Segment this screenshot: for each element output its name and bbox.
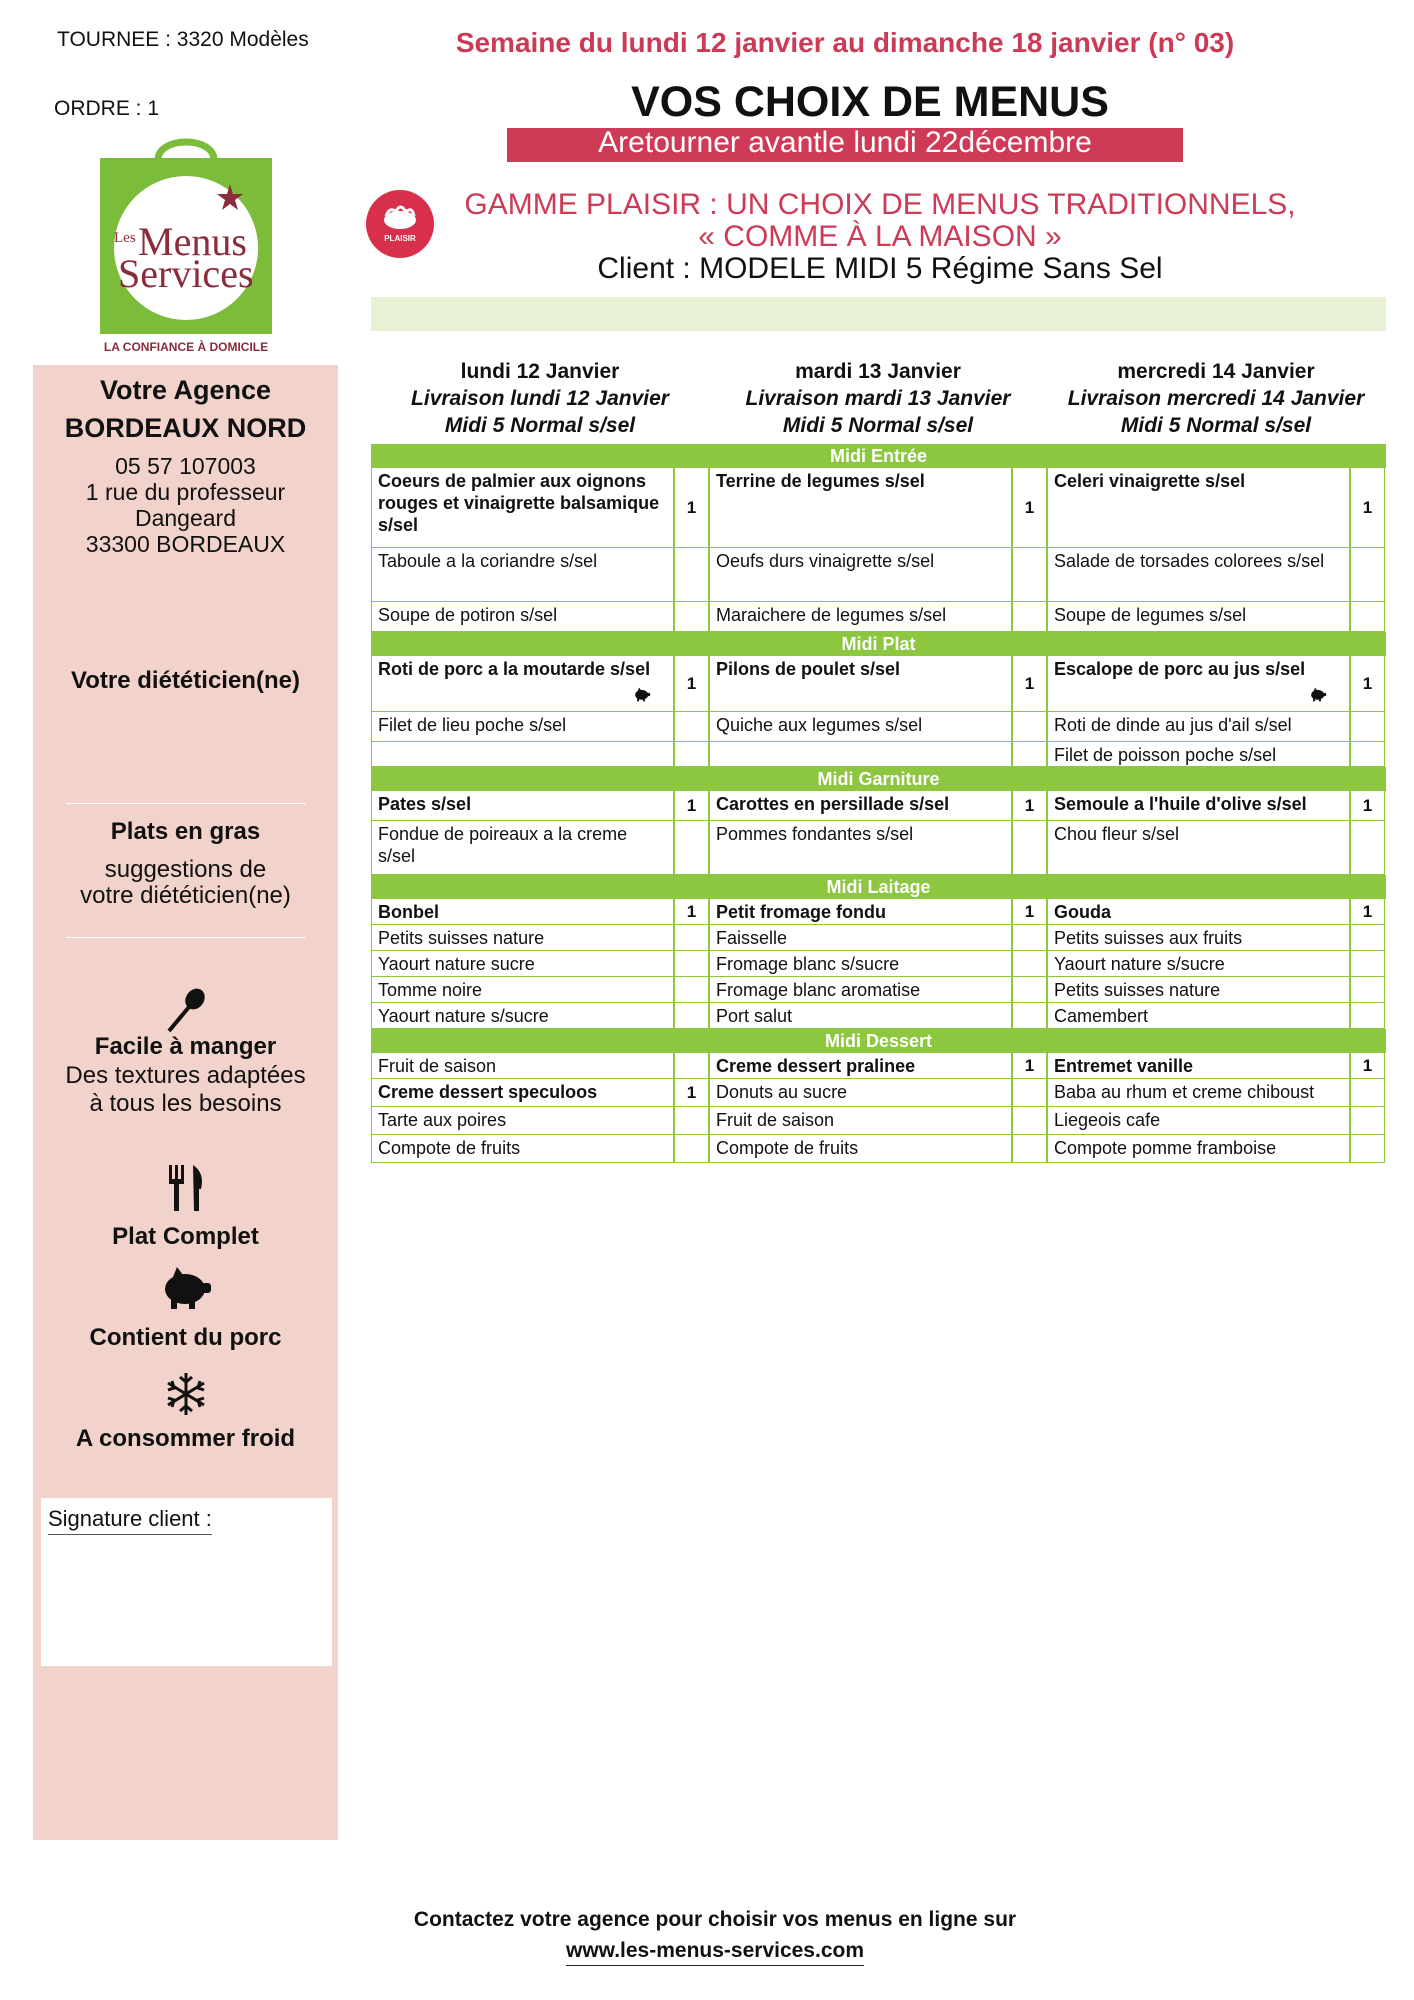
quantity-cell[interactable] [674,712,709,742]
menu-item[interactable] [371,742,674,767]
menu-item[interactable] [1047,1135,1350,1163]
page-title: VOS CHOIX DE MENUS [631,78,1109,126]
quantity-cell[interactable] [1350,1003,1385,1029]
quantity-cell[interactable]: 1 [1350,656,1385,712]
menu-item[interactable] [1047,1107,1350,1135]
section-header: Midi Garniture [371,767,1386,791]
menu-item-label: Soupe de legumes s/sel [1054,605,1247,625]
quantity-cell[interactable] [674,602,709,632]
quantity-cell[interactable]: 1 [1350,1053,1385,1079]
menu-item-label: Camembert [1054,1006,1149,1026]
section-header: Midi Laitage [371,875,1386,899]
menu-item-label: Salade de torsades colorees s/sel [1054,551,1325,571]
quantity-cell[interactable] [1350,1107,1385,1135]
signature-label: Signature client : [48,1506,212,1535]
logo-services-text: Services [118,251,254,296]
website-link[interactable]: www.les-menus-services.com [566,1939,864,1966]
day-delivery: Livraison mercredi 14 Janvier [1067,387,1365,410]
quantity-cell[interactable] [1350,977,1385,1003]
menu-item-label: Entremet vanille [1054,1056,1194,1076]
menu-item[interactable] [1047,742,1350,767]
pork-label: Contient du porc [89,1324,282,1351]
quantity-cell[interactable] [1012,1135,1047,1163]
menu-item-label: Roti de dinde au jus d'ail s/sel [1054,715,1292,735]
menu-item[interactable] [1047,468,1350,548]
quantity-cell[interactable] [674,1053,709,1079]
quantity-cell[interactable] [1012,602,1047,632]
menu-item-label: Coeurs de palmier aux oignons rouges et vinaigrette balsamique s/sel [378,471,660,535]
menu-item-label: Fondue de poireaux a la creme s/sel [378,824,628,866]
agency-phone: 05 57 107003 [115,453,256,479]
menu-item-label: Compote de fruits [716,1138,859,1158]
quantity-cell[interactable] [1012,1079,1047,1107]
day-title: lundi 12 Janvier [460,360,620,383]
menu-item-label: Petit fromage fondu [716,902,886,922]
menu-item[interactable] [371,1053,674,1079]
menu-item[interactable] [709,656,1012,712]
tournee-label: TOURNEE : 3320 Modèles [57,28,309,51]
snowflake-icon [163,1371,209,1422]
menu-item-label: Tomme noire [378,980,483,1000]
day-menu: Midi 5 Normal s/sel [444,414,636,437]
quantity-cell[interactable] [1012,925,1047,951]
menu-item-label: Faisselle [716,928,788,948]
return-deadline-banner: Aretourner avantle lundi 22décembre [507,128,1183,162]
menu-item[interactable] [1047,712,1350,742]
menu-item-label: Port salut [716,1006,793,1026]
menu-item-label: Fromage blanc aromatise [716,980,921,1000]
menu-item[interactable] [371,899,674,925]
quantity-cell[interactable]: 1 [674,791,709,821]
menu-item[interactable] [1047,548,1350,602]
quantity-cell[interactable]: 1 [1012,899,1047,925]
menu-item[interactable] [709,977,1012,1003]
menu-item[interactable] [371,1079,674,1107]
logo-les-text: Les [114,230,136,246]
menu-item[interactable] [371,1135,674,1163]
quantity-cell[interactable] [1350,1135,1385,1163]
menu-item[interactable] [1047,899,1350,925]
menu-item[interactable] [709,468,1012,548]
menu-item-label: Maraichere de legumes s/sel [716,605,947,625]
ordre-label: ORDRE : 1 [54,97,160,120]
fork-knife-icon [163,1163,209,1218]
quantity-cell[interactable] [1012,742,1047,767]
easy-eat-line-1: Des textures adaptées [65,1062,306,1089]
menu-item-label: Yaourt nature sucre [378,954,535,974]
quantity-cell[interactable]: 1 [1350,899,1385,925]
quantity-cell[interactable] [1350,925,1385,951]
menu-item-label: Yaourt nature s/sucre [378,1006,549,1026]
quantity-cell[interactable] [674,548,709,602]
menu-item[interactable] [371,656,674,712]
menu-item[interactable] [1047,1003,1350,1029]
quantity-cell[interactable] [1350,821,1385,875]
day-header [709,358,1047,439]
easy-eat-label: Facile à manger [94,1033,277,1060]
menu-item[interactable] [709,1053,1012,1079]
menu-item-label: Celeri vinaigrette s/sel [1054,471,1246,491]
menu-item[interactable] [371,977,674,1003]
menu-item[interactable] [709,925,1012,951]
menu-item[interactable] [709,821,1012,875]
menus-services-logo [100,132,272,356]
week-title: Semaine du lundi 12 janvier au dimanche 18 janvier (n° 03) [455,27,1235,58]
day-header [1047,358,1385,439]
menu-item[interactable] [1047,821,1350,875]
menu-item[interactable] [371,925,674,951]
menu-item-label: Yaourt nature s/sucre [1054,954,1225,974]
day-header [371,358,709,439]
menu-item-label: Escalope de porc au jus s/sel [1054,659,1306,679]
menu-item[interactable] [709,1079,1012,1107]
quantity-cell[interactable]: 1 [674,899,709,925]
menu-item-label: Soupe de potiron s/sel [378,605,558,625]
menu-item-label: Pommes fondantes s/sel [716,824,914,844]
pig-icon [633,685,651,707]
quantity-cell[interactable] [1350,712,1385,742]
plaisir-badge-icon [364,188,436,260]
menu-item-label: Semoule a l'huile d'olive s/sel [1054,794,1307,814]
menu-item[interactable] [371,821,674,875]
quantity-cell[interactable]: 1 [1350,791,1385,821]
day-title: mercredi 14 Janvier [1117,360,1315,383]
green-band [371,297,1386,331]
quantity-cell[interactable] [1350,602,1385,632]
menu-item-label: Roti de porc a la moutarde s/sel [378,659,651,679]
easy-eat-line-2: à tous les besoins [89,1090,282,1117]
menu-item-label: Filet de lieu poche s/sel [378,715,567,735]
menu-item-label: Creme dessert speculoos [378,1082,598,1102]
logo-menus-text: Menus [138,219,247,264]
quantity-cell[interactable] [1012,1003,1047,1029]
menu-item-label: Fruit de saison [378,1056,497,1076]
quantity-cell[interactable]: 1 [674,1079,709,1107]
bold-dishes-label: Plats en gras [110,818,261,845]
menu-item-label: Taboule a la coriandre s/sel [378,551,598,571]
footer-contact: Contactez votre agence pour choisir vos menus en ligne sur [413,1908,1017,1931]
menu-item-label: Quiche aux legumes s/sel [716,715,923,735]
menu-item-label: Fruit de saison [716,1110,835,1130]
sidebar [33,365,338,1840]
section-header: Midi Entrée [371,444,1386,468]
dietitian-label: Votre diététicien(ne) [71,667,300,694]
section-header: Midi Dessert [371,1029,1386,1053]
quantity-cell[interactable] [1350,951,1385,977]
complete-dish-label: Plat Complet [112,1223,259,1250]
quantity-cell[interactable] [1350,548,1385,602]
quantity-cell[interactable] [1350,742,1385,767]
menu-item[interactable] [1047,925,1350,951]
menu-item[interactable] [709,951,1012,977]
agency-name: BORDEAUX NORD [64,413,307,443]
menu-item[interactable] [371,712,674,742]
menu-item[interactable] [371,468,674,548]
separator [66,803,306,804]
menu-item[interactable] [371,548,674,602]
menu-item[interactable] [371,602,674,632]
menu-item-label: Gouda [1054,902,1111,922]
menu-item[interactable] [371,1107,674,1135]
menu-item-label: Compote de fruits [378,1138,521,1158]
menu-item[interactable] [1047,656,1350,712]
client-name: Client : MODELE MIDI 5 Régime Sans Sel [597,252,1163,285]
menu-item-label: Filet de poisson poche s/sel [1054,745,1277,765]
day-delivery: Livraison lundi 12 Janvier [411,387,669,410]
quantity-cell[interactable] [1350,1079,1385,1107]
menu-item-label: Tarte aux poires [378,1110,507,1130]
menu-item[interactable] [709,791,1012,821]
quantity-cell[interactable]: 1 [1012,791,1047,821]
menu-item-label: Compote pomme framboise [1054,1138,1277,1158]
quantity-cell[interactable]: 1 [674,656,709,712]
quantity-cell[interactable] [674,742,709,767]
quantity-cell[interactable] [1012,712,1047,742]
day-title: mardi 13 Janvier [795,360,961,383]
agency-address-2: Dangeard [134,505,237,531]
menu-item[interactable] [709,1107,1012,1135]
quantity-cell[interactable]: 1 [674,468,709,548]
menu-item[interactable] [709,602,1012,632]
menu-item-label: Fromage blanc s/sucre [716,954,900,974]
quantity-cell[interactable]: 1 [1012,1053,1047,1079]
suggestions-line-1: suggestions de [104,856,267,883]
menu-item[interactable] [371,951,674,977]
quantity-cell[interactable] [1012,951,1047,977]
menu-item[interactable] [1047,602,1350,632]
menu-item-label: Petits suisses nature [378,928,545,948]
menu-item-label: Pates s/sel [378,794,472,814]
menu-item-label: Terrine de legumes s/sel [716,471,925,491]
menu-item-label: Baba au rhum et creme chiboust [1054,1082,1315,1102]
menu-item[interactable] [1047,951,1350,977]
quantity-cell[interactable] [674,1135,709,1163]
menu-item-label: Liegeois cafe [1054,1110,1161,1130]
menu-item[interactable] [1047,977,1350,1003]
menu-item-label: Chou fleur s/sel [1054,824,1180,844]
menu-item[interactable] [371,791,674,821]
menu-item[interactable] [1047,1053,1350,1079]
agency-address-3: 33300 BORDEAUX [85,531,286,557]
menu-item[interactable] [1047,791,1350,821]
quantity-cell[interactable] [1012,977,1047,1003]
quantity-cell[interactable]: 1 [1012,656,1047,712]
signature-box[interactable] [41,1498,332,1666]
quantity-cell[interactable] [674,951,709,977]
plaisir-badge-text: PLAISIR [384,234,416,243]
day-menu: Midi 5 Normal s/sel [1120,414,1312,437]
quantity-cell[interactable] [1012,1107,1047,1135]
pig-icon [1309,685,1327,707]
suggestions-line-2: votre diététicien(ne) [80,882,291,909]
menu-item-label: Donuts au sucre [716,1082,848,1102]
quantity-cell[interactable]: 1 [1012,468,1047,548]
menu-item-label: Oeufs durs vinaigrette s/sel [716,551,935,571]
quantity-cell[interactable] [674,1003,709,1029]
menu-item[interactable] [709,1135,1012,1163]
quantity-cell[interactable] [674,1107,709,1135]
menu-item-label: Carottes en persillade s/sel [716,794,950,814]
quantity-cell[interactable] [674,925,709,951]
menu-item[interactable] [709,548,1012,602]
menu-item[interactable] [709,899,1012,925]
menu-item[interactable] [709,712,1012,742]
section-header: Midi Plat [371,632,1386,656]
menu-item[interactable] [371,1003,674,1029]
menu-item-label: Creme dessert pralinee [716,1056,916,1076]
menu-item[interactable] [709,1003,1012,1029]
gamme-line-2: « COMME À LA MAISON » [698,220,1062,253]
quantity-cell[interactable] [674,821,709,875]
agency-address-1: 1 rue du professeur [85,479,286,505]
menu-item[interactable] [1047,1079,1350,1107]
menu-item-label: Bonbel [378,902,439,922]
gamme-line-1: GAMME PLAISIR : UN CHOIX DE MENUS TRADITIONNELS, [464,188,1296,221]
quantity-cell[interactable]: 1 [1350,468,1385,548]
logo-tagline: LA CONFIANCE À DOMICILE [103,340,269,354]
menu-item-label: Petits suisses aux fruits [1054,928,1243,948]
separator [66,937,306,938]
quantity-cell[interactable] [1012,548,1047,602]
menu-item[interactable] [709,742,1012,767]
day-menu: Midi 5 Normal s/sel [782,414,974,437]
menu-item-label: Pilons de poulet s/sel [716,659,901,679]
menu-item-label: Petits suisses nature [1054,980,1221,1000]
footer-url[interactable] [320,1939,1110,1963]
quantity-cell[interactable] [674,977,709,1003]
quantity-cell[interactable] [1012,821,1047,875]
day-delivery: Livraison mardi 13 Janvier [745,387,1011,410]
cold-label: A consommer froid [75,1425,296,1452]
agency-title: Votre Agence [99,375,272,405]
pig-icon [159,1265,213,1316]
